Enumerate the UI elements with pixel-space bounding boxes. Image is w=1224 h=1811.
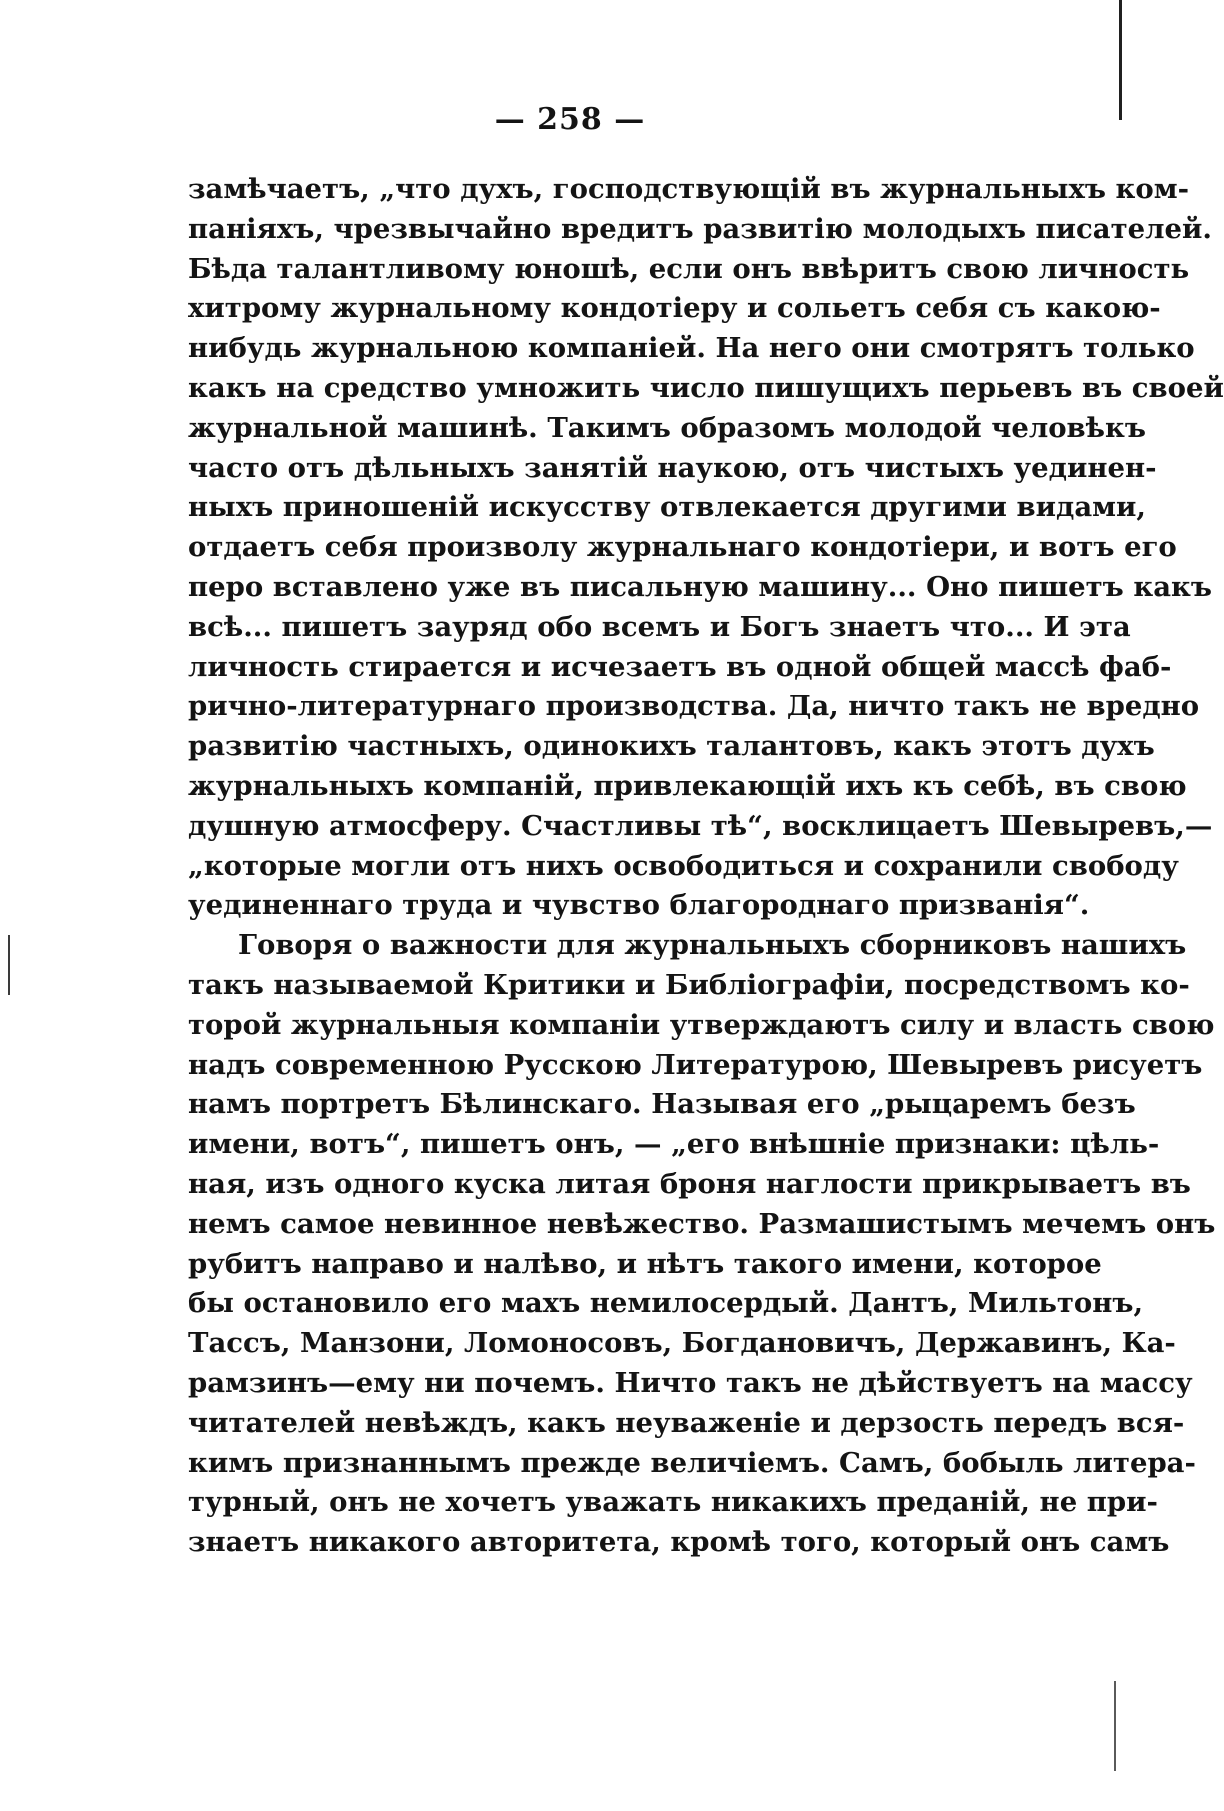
paragraph-end-line: уединеннаго труда и чувство благороднаго призванія“. <box>188 889 1090 922</box>
text-line: рамзинъ—ему ни почемъ. Ничто такъ не дѣйствуетъ на массу <box>188 1366 1193 1399</box>
text-line: перо вставлено уже въ писальную машину... Оно пишетъ какъ <box>188 570 1212 603</box>
text-line: отдаетъ себя произволу журнальнаго кондотіери, и вотъ его <box>188 531 1177 564</box>
text-line: немъ самое невинное невѣжество. Размашистымъ мечемъ онъ <box>188 1207 1216 1240</box>
text-line: Бѣда талантливому юношѣ, если онъ ввѣритъ свою личность <box>188 252 1190 285</box>
text-line: турный, онъ не хочетъ уважать никакихъ преданій, не при- <box>188 1486 1158 1519</box>
text-line: знаетъ никакого авторитета, кромѣ того, который онъ самъ <box>188 1526 1170 1559</box>
text-line: торой журнальныя компаніи утверждаютъ силу и власть свою <box>188 1008 1215 1041</box>
body-text <box>188 170 1224 1563</box>
page-number: — 258 — <box>494 102 646 137</box>
text-line: читателей невѣждъ, какъ неуваженіе и дерзость передъ вся- <box>188 1406 1185 1439</box>
text-line: нибудь журнальною компаніей. На него они смотрятъ только <box>188 332 1195 365</box>
text-line: развитію частныхъ, одинокихъ талантовъ, какъ этотъ духъ <box>188 730 1155 763</box>
text-line: ныхъ приношеній искусству отвлекается другими видами, <box>188 491 1147 524</box>
text-line: всѣ... пишетъ зауряд обо всемъ и Богъ знаетъ что... И эта <box>188 610 1131 643</box>
text-line: личность стирается и исчезаетъ въ одной общей массѣ фаб- <box>188 650 1172 683</box>
text-line: „которые могли отъ нихъ освободиться и сохранили свободу <box>188 849 1179 882</box>
paragraph-start-line: Говоря о важности для журнальныхъ сборниковъ нашихъ <box>238 929 1187 962</box>
text-line: кимъ признаннымъ прежде величіемъ. Самъ, бобыль литера- <box>188 1446 1196 1479</box>
text-line: ная, изъ одного куска литая броня наглости прикрываетъ въ <box>188 1167 1191 1200</box>
text-line: надъ современною Русскою Литературою, Шевыревъ рисуетъ <box>188 1048 1203 1081</box>
text-line: такъ называемой Критики и Библіографіи, посредствомъ ко- <box>188 968 1190 1001</box>
text-line: какъ на средство умножить число пишущихъ перьевъ въ своей <box>188 371 1224 404</box>
margin-mark <box>8 935 10 995</box>
text-line: бы остановило его махъ немилосердый. Дантъ, Мильтонъ, <box>188 1287 1144 1320</box>
text-line: хитрому журнальному кондотіеру и сольетъ себя съ какою- <box>188 292 1161 325</box>
text-line: часто отъ дѣльныхъ занятій наукою, отъ чистыхъ уединен- <box>188 451 1157 484</box>
page-edge-shadow-lower <box>1114 1681 1116 1771</box>
text-line: имени, вотъ“, пишетъ онъ, — „его внѣшніе признаки: цѣль- <box>188 1128 1160 1161</box>
text-line: журнальной машинѣ. Такимъ образомъ молодой человѣкъ <box>188 411 1146 444</box>
text-line: Тассъ, Манзони, Ломоносовъ, Богдановичъ, Державинъ, Ка- <box>188 1327 1176 1360</box>
text-line: рично-литературнаго производства. Да, ничто такъ не вредно <box>188 690 1200 723</box>
text-line: журнальныхъ компаній, привлекающій ихъ къ себѣ, въ свою <box>188 769 1187 802</box>
text-line: замѣчаетъ, „что духъ, господствующій въ журнальныхъ ком- <box>188 173 1190 205</box>
text-line: намъ портретъ Бѣлинскаго. Называя его „рыцаремъ безъ <box>188 1088 1136 1121</box>
text-line: рубитъ направо и налѣво, и нѣтъ такого имени, которое <box>188 1247 1102 1280</box>
text-line: паніяхъ, чрезвычайно вредитъ развитію молодыхъ писателей. <box>188 212 1212 245</box>
text-line: душную атмосферу. Счастливы тѣ“, восклицаетъ Шевыревъ,— <box>188 809 1213 842</box>
